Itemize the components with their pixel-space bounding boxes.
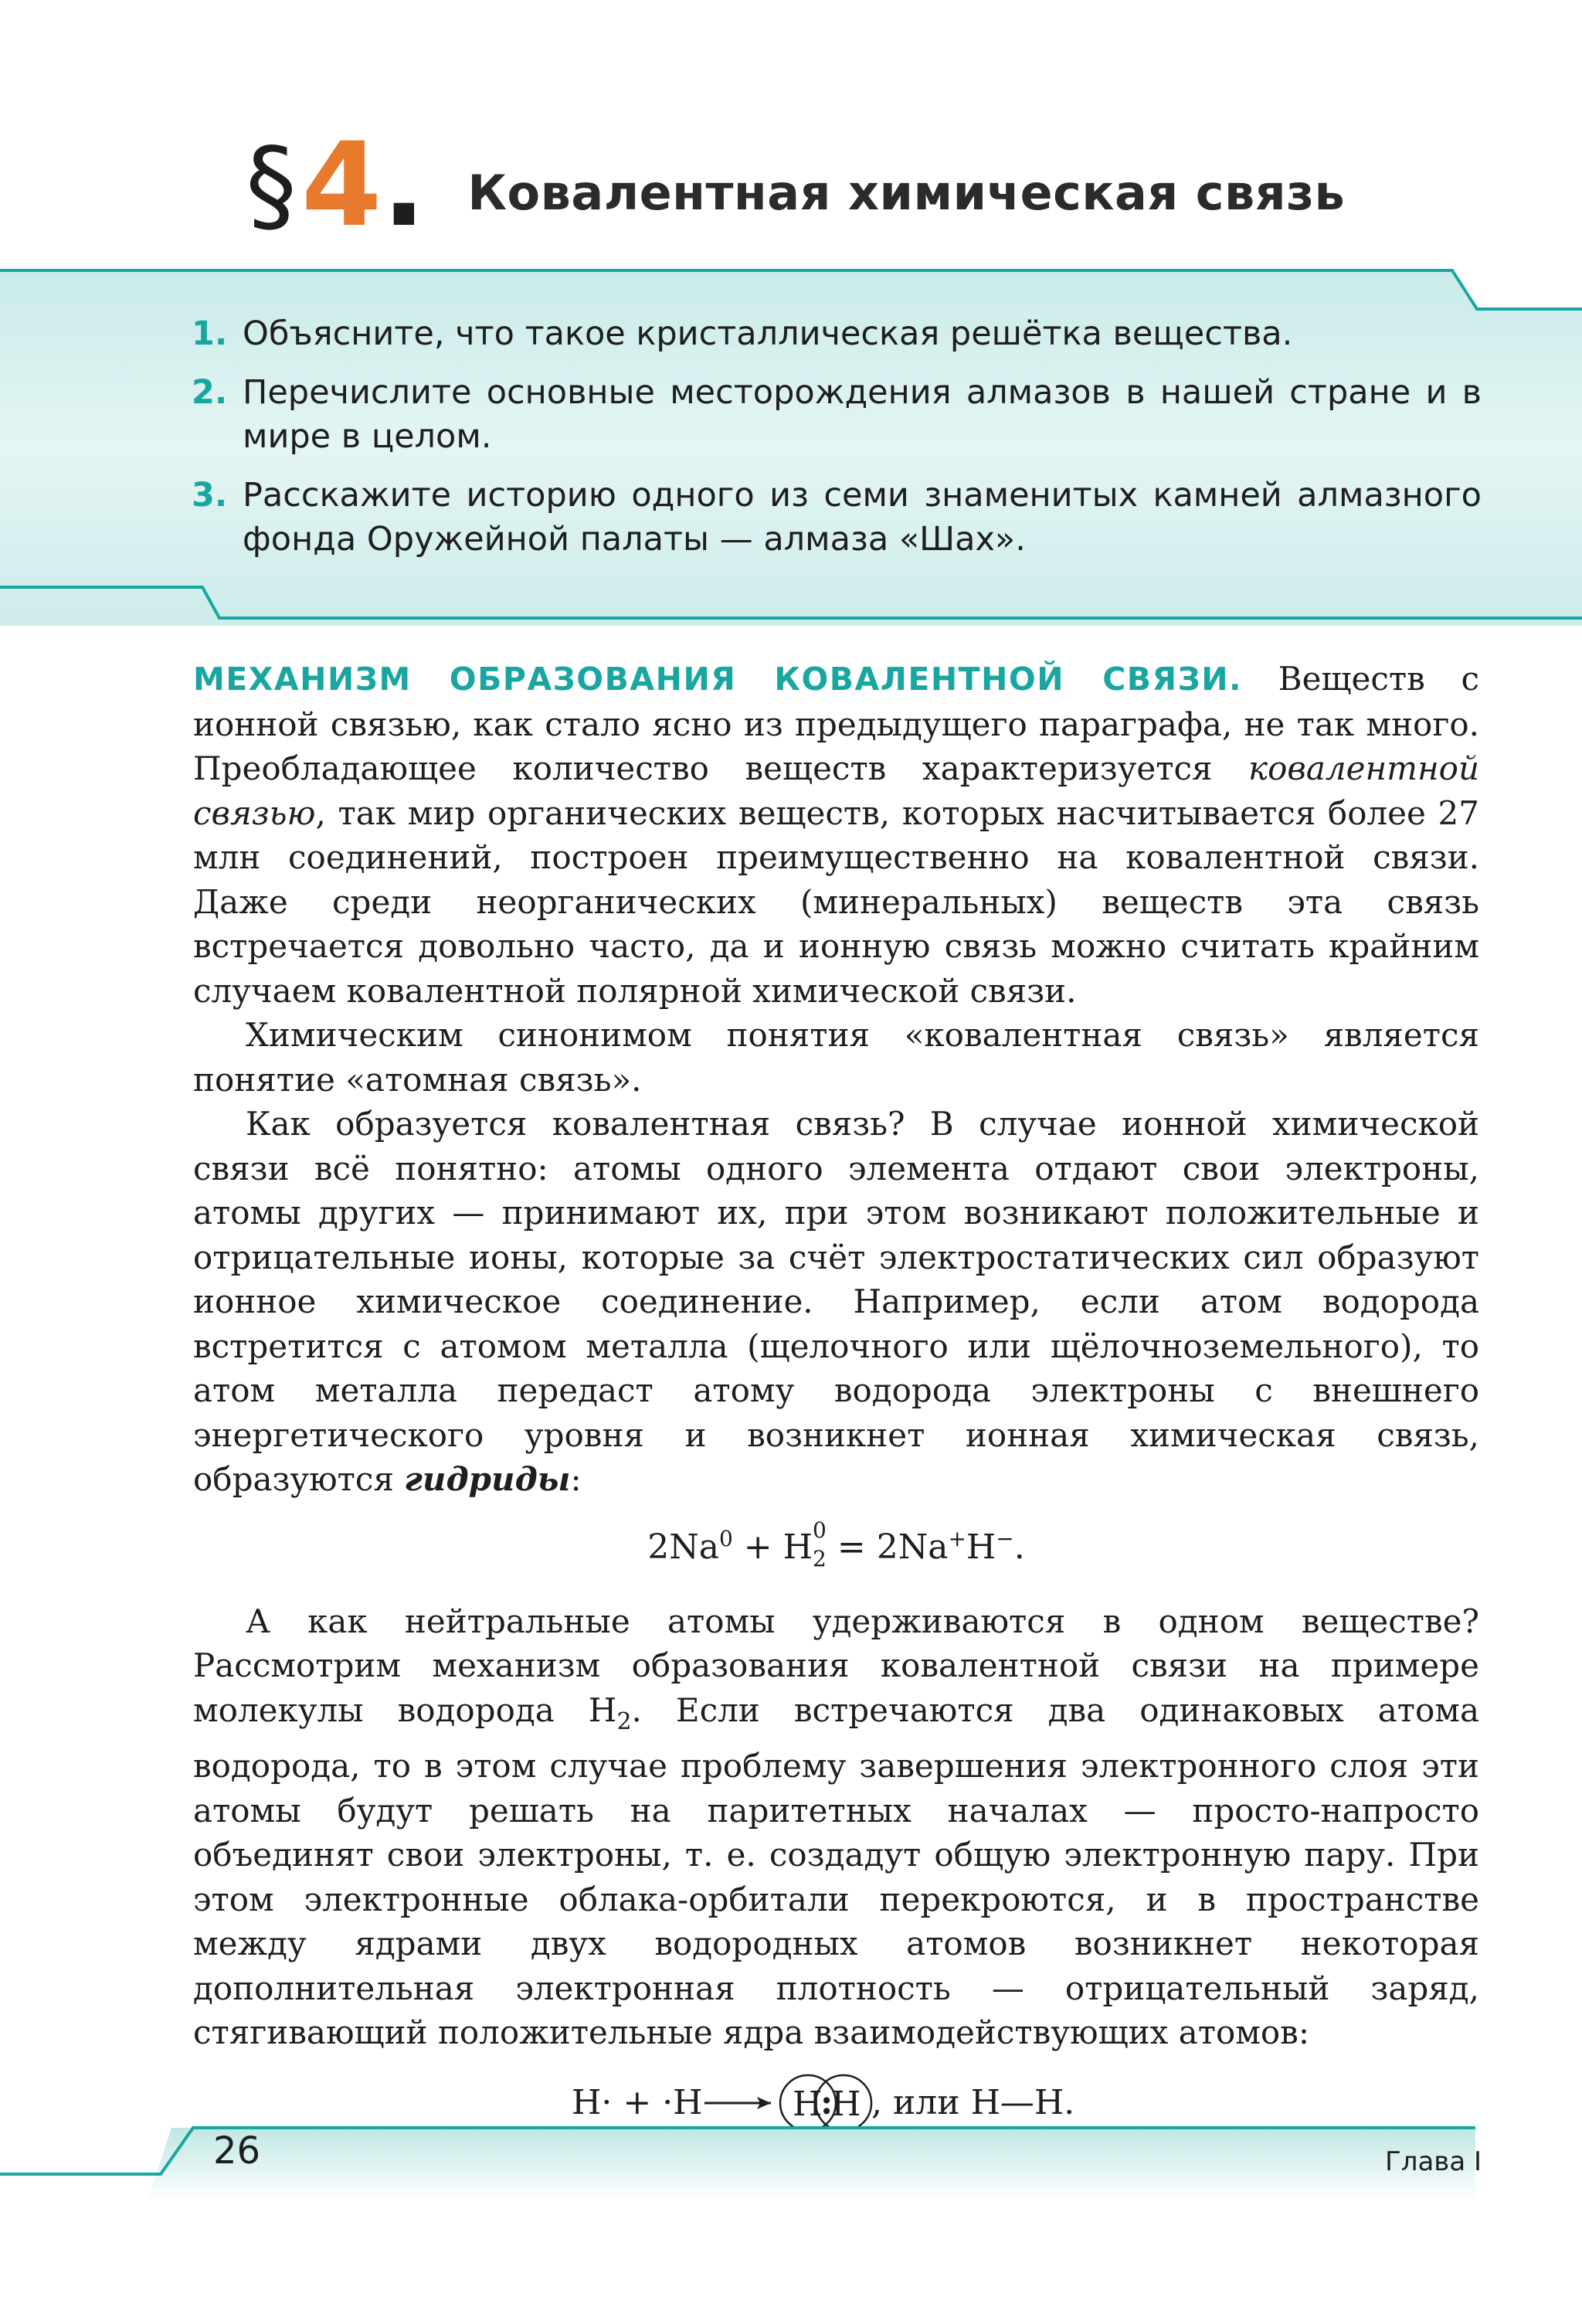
section-title: Ковалентная химическая связь <box>467 164 1346 221</box>
body-text <box>193 657 1479 2129</box>
paragraph-text: Как образуется ковалентная связь? В случае ионной химической связи всё понятно: атомы одного элемента отдают свои электроны, атомы других — принимают их, при этом возникают положительные и отрицательные ионы, которые за счёт электростатических сил образуют ионное химическое соединение. Например, если атом водорода встретится с атомом металла (щелочного или щёлочноземельного), то атом металла передаст атому водорода электроны с внешнего энергетического уровня и возникнет ионная химическая связь, образуются <box>193 1105 1479 1498</box>
bond-notation: , или H—H. <box>871 2082 1075 2122</box>
page-number: 26 <box>213 2129 261 2173</box>
hydride-equation: $2Na^0 + H$ 0 $_2$ = 2Na+H−. <box>647 1517 1025 1571</box>
reactants: H· + ·H <box>572 2082 703 2122</box>
subscript: 2 <box>616 1707 632 1735</box>
question-item <box>192 312 1482 356</box>
section-heading <box>246 116 1345 255</box>
paragraph-heading: МЕХАНИЗМ ОБРАЗОВАНИЯ КОВАЛЕНТНОЙ СВЯЗИ. <box>193 661 1243 698</box>
chapter-label: Глава I <box>1384 2146 1482 2177</box>
questions-list <box>192 312 1482 576</box>
term-italic: ковалентной связью <box>193 749 1479 832</box>
section-number: 4 <box>301 118 382 253</box>
term-bold-italic: гидриды <box>404 1460 571 1498</box>
atom-h-left: H <box>793 2084 823 2124</box>
paragraph <box>193 1013 1479 1102</box>
paragraph <box>193 1599 1479 2055</box>
question-number: 2. <box>192 373 228 412</box>
question-item <box>192 371 1482 459</box>
electron-pair: : <box>820 2082 833 2122</box>
question-number: 3. <box>192 476 228 515</box>
section-sign: § <box>246 126 297 245</box>
paragraph-text: Веществ с ионной связью, как стало ясно из предыдущего параграфа, не так много. Преобладающее количество веществ характеризуется <box>193 660 1480 787</box>
question-number: 1. <box>192 314 228 353</box>
section-dot: . <box>382 118 426 253</box>
question-text: Перечислите основные месторождения алмазов в нашей стране и в мире в целом. <box>243 373 1482 456</box>
question-item <box>192 474 1482 562</box>
paragraph-text: : <box>570 1460 582 1498</box>
paragraph <box>193 1102 1479 1502</box>
question-text: Объясните, что такое кристаллическая решётка вещества. <box>243 314 1293 353</box>
atom-h-right: H <box>831 2084 861 2124</box>
paragraph <box>193 657 1479 1013</box>
question-text: Расскажите историю одного из семи знаменитых камней алмазного фонда Оружейной палаты — алмаза «Шах». <box>243 476 1482 559</box>
paragraph-text: , так мир органических веществ, которых насчитывается более 27 млн соединений, построен преимущественно на ковалентной связи. Даже среди неорганических (минеральных) веществ эта связь встречается довольно часто, да и ионную связь можно считать крайним случаем ковалентной полярной химической связи. <box>193 793 1479 1010</box>
paragraph-text: А как нейтральные атомы удерживаются в одном веществе? Рассмотрим механизм образования ковалентной связи на примере молекулы водорода Н <box>193 1602 1479 1729</box>
paragraph-text: . Если встречаются два одинаковых атома водорода, то в этом случае проблему завершения электронного слоя эти атомы будут решать на паритетных началах — просто-напросто объединят свои электроны, т. е. создадут общую электронную пару. При этом электронные облака-орбитали перекроются, и в пространстве между ядрами двух водородных атомов возникнет некоторая дополнительная электронная плотность — отрицательный заряд, стягивающий положительные ядра взаимодействующих атомов: <box>193 1690 1480 2051</box>
paragraph-text: Химическим синонимом понятия «ковалентная связь» является понятие «атомная связь». <box>193 1016 1479 1099</box>
